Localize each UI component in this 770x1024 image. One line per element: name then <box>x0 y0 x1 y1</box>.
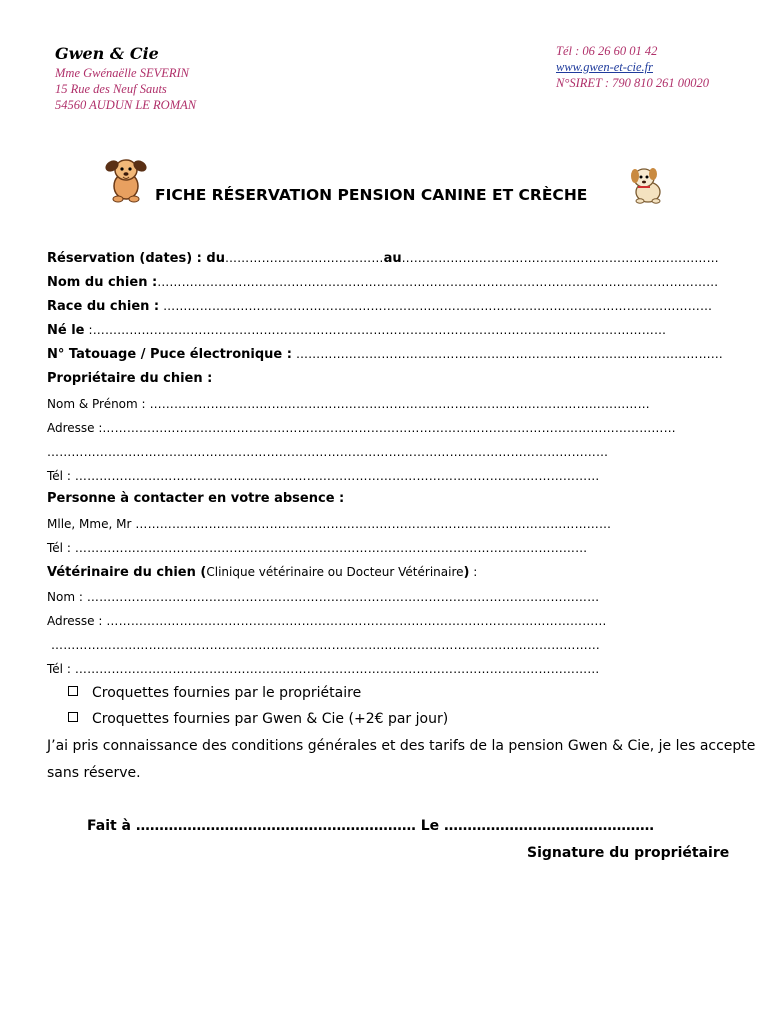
le-blank[interactable]: ……………………………………… <box>439 818 655 834</box>
siret-number: N°SIRET : 790 810 261 00020 <box>556 76 710 90</box>
birthdate-label: Né le <box>47 323 85 338</box>
owner-address-line2[interactable] <box>47 444 608 460</box>
city-address: 54560 AUDUN LE ROMAN <box>55 98 197 112</box>
company-name: Gwen & Cie <box>55 44 159 63</box>
vet-address-field[interactable] <box>47 613 607 629</box>
dog-name-label: Nom du chien : <box>47 275 158 290</box>
contact-heading-text: Personne à contacter en votre absence : <box>47 491 345 506</box>
dog-name-field[interactable] <box>47 274 718 291</box>
contact-name-label: Mlle, Mme, Mr <box>47 517 132 531</box>
agreement-line-1: J’ai pris connaissance des conditions générales et des tarifs de la pension Gwen & Cie, je les accepte <box>47 738 756 754</box>
vet-heading-bold-end: ) <box>463 565 470 580</box>
owner-name-label: Nom & Prénom : <box>47 397 146 411</box>
vet-address-label: Adresse : <box>47 614 103 628</box>
vet-address-blank[interactable]: …………………………………………………………………………………………………………… <box>102 614 607 628</box>
owner-heading <box>47 371 212 387</box>
contact-name-blank[interactable]: ……………………………………………………………………………………………………… <box>131 517 612 531</box>
owner-name-field[interactable] <box>47 396 650 412</box>
website-link[interactable]: www.gwen-et-cie.fr <box>556 60 653 74</box>
vet-name-label: Nom : <box>47 590 83 604</box>
vet-tel-field[interactable] <box>47 661 600 677</box>
owner-tel-blank[interactable]: ………………………………………………………………………………………………………………… <box>70 469 600 483</box>
vet-name-field[interactable] <box>47 589 599 605</box>
reservation-from-blank[interactable]: ………………………………… <box>224 251 384 265</box>
vet-heading-bold: Vétérinaire du chien ( <box>47 565 207 580</box>
fait-blank[interactable]: …………………………………………………… <box>131 818 416 834</box>
vet-name-blank[interactable]: ……………………………………………………………………………………………………………… <box>82 590 600 604</box>
fait-label: Fait à <box>87 818 132 834</box>
vet-heading-detail: Clinique vétérinaire ou Docteur Vétérinaire <box>206 565 464 579</box>
dog-name-blank[interactable]: ………………………………………………………………………………………………………………………… <box>157 275 719 289</box>
owner-name-blank[interactable]: …………………………………………………………………………………………………………… <box>145 397 650 411</box>
vet-heading <box>47 564 477 581</box>
contact-heading <box>47 491 344 507</box>
street-address: 15 Rue des Neuf Sauts <box>55 82 167 96</box>
owner-address-field[interactable] <box>47 420 676 436</box>
owner-tel-field[interactable] <box>47 468 600 484</box>
kibble-owner-option[interactable] <box>68 685 361 701</box>
vet-tel-label: Tél : <box>47 662 71 676</box>
vet-heading-colon: : <box>469 565 478 579</box>
birthdate-blank[interactable]: :…………………………………………………………………………………………………………………………… <box>84 323 667 337</box>
owner-heading-text: Propriétaire du chien : <box>47 371 213 386</box>
kibble-gwen-checkbox[interactable] <box>68 712 78 722</box>
breed-blank[interactable]: ……………………………………………………………………………………………………………………… <box>159 299 713 313</box>
tattoo-blank[interactable]: …………………………………………………………………………………………… <box>291 347 723 361</box>
owner-name: Mme Gwénaëlle SEVERIN <box>55 66 189 80</box>
right-dog-icon <box>626 164 668 204</box>
owner-address-blank-2[interactable]: ………………………………………………………………………………………………………………………… <box>47 445 609 459</box>
owner-tel-label: Tél : <box>47 469 71 483</box>
contact-tel-label: Tél : <box>47 541 71 555</box>
reservation-to-blank[interactable]: …………………………………………………………………… <box>401 251 719 265</box>
reservation-dates-field[interactable] <box>47 250 719 267</box>
vet-address-blank-2[interactable]: ……………………………………………………………………………………………………………………… <box>51 638 600 652</box>
reservation-label: Réservation (dates) : du <box>47 251 225 266</box>
contact-tel-blank[interactable]: ……………………………………………………………………………………………………………… <box>70 541 588 555</box>
kibble-gwen-option[interactable] <box>68 711 448 727</box>
kibble-owner-label: Croquettes fournies par le propriétaire <box>92 685 362 701</box>
le-label: Le <box>420 818 440 834</box>
owner-address-blank[interactable]: …………………………………………………………………………………………………………………………… <box>102 421 676 435</box>
kibble-gwen-label: Croquettes fournies par Gwen & Cie (+2€ par jour) <box>92 711 449 727</box>
vet-address-line2[interactable] <box>51 637 600 653</box>
breed-label: Race du chien : <box>47 299 160 314</box>
page-title: FICHE RÉSERVATION PENSION CANINE ET CRÈCHE <box>155 186 588 204</box>
contact-tel-field[interactable] <box>47 540 587 556</box>
owner-address-label: Adresse : <box>47 421 103 435</box>
tattoo-field[interactable] <box>47 346 723 363</box>
breed-field[interactable] <box>47 298 712 315</box>
agreement-line-2: sans réserve. <box>47 765 141 781</box>
contact-name-field[interactable] <box>47 516 611 532</box>
signature-place-date[interactable] <box>87 818 654 834</box>
reservation-au-label: au <box>383 251 402 266</box>
kibble-owner-checkbox[interactable] <box>68 686 78 696</box>
owner-signature-label: Signature du propriétaire <box>527 845 730 861</box>
vet-tel-blank[interactable]: ………………………………………………………………………………………………………………… <box>70 662 600 676</box>
left-dog-icon <box>102 152 150 204</box>
birthdate-field[interactable] <box>47 322 666 339</box>
phone-number: Tél : 06 26 60 01 42 <box>556 44 658 58</box>
tattoo-label: N° Tatouage / Puce électronique : <box>47 347 292 362</box>
